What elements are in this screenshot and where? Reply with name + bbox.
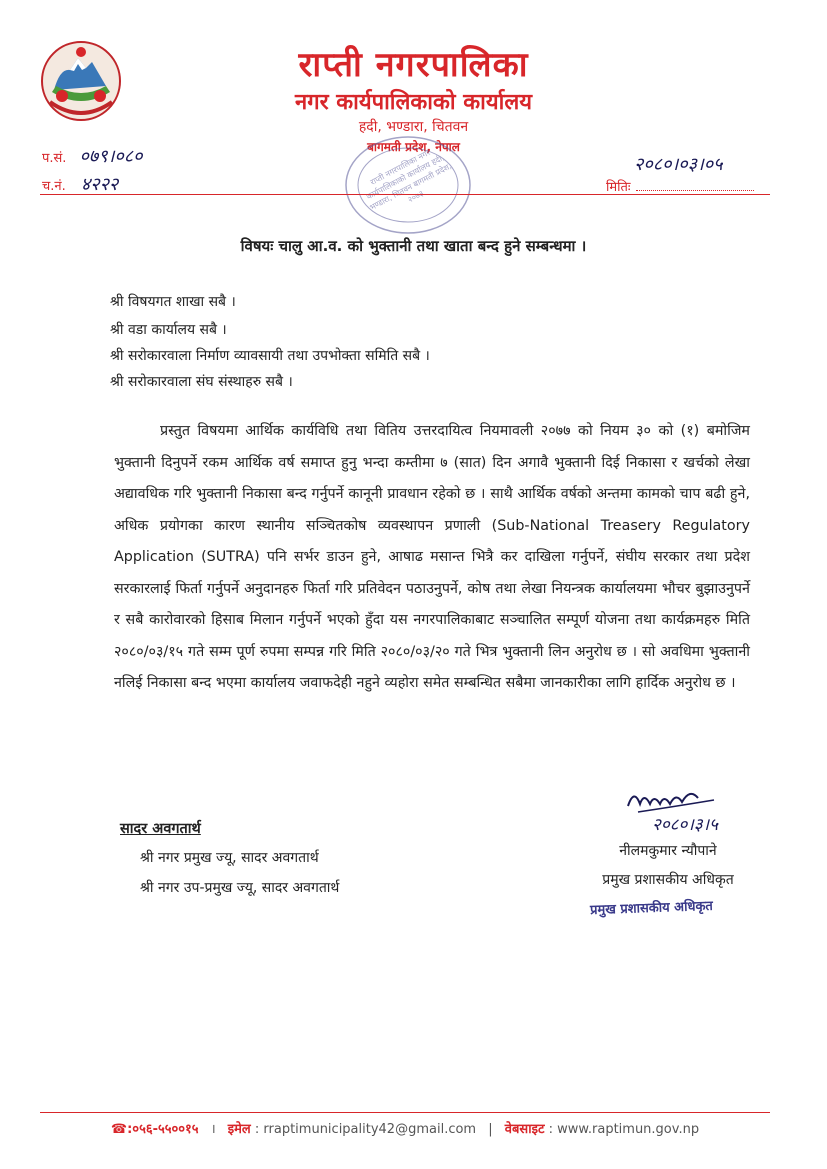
footer-website[interactable]: www.raptimun.gov.np	[557, 1122, 700, 1137]
footer-email-colon: :	[254, 1122, 264, 1137]
subject-line: विषयः चालु आ.व. को भुक्तानी तथा खाता बन्द हुने सम्बन्धमा ।	[240, 237, 587, 255]
recipient-1: श्री विषयगत शाखा सबै ।	[110, 294, 236, 310]
address-line-2: बागमती प्रदेश, नेपाल	[367, 140, 460, 154]
date-row	[606, 176, 771, 195]
phone-icon: ☎	[110, 1122, 128, 1137]
recipient-3: श्री सरोकारवाला निर्माण व्यावसायी तथा उपभोक्ता समिति सबै ।	[110, 348, 430, 364]
office-subtitle: नगर कार्यपालिकाको कार्यालय	[295, 90, 532, 115]
cc-item-2: श्री नगर उप-प्रमुख ज्यू, सादर अवगतार्थ	[140, 880, 340, 896]
cn-value: ४२२२	[80, 174, 119, 195]
cn-label: च.नं.	[42, 179, 66, 194]
cc-heading: सादर अवगतार्थ	[120, 821, 201, 837]
footer-divider	[40, 1112, 770, 1113]
website-label: वेबसाइट	[504, 1122, 545, 1137]
signer-title: प्रमुख प्रशासकीय अधिकृत	[602, 872, 734, 888]
footer-separator: |	[488, 1122, 493, 1137]
date-value: २०८०।०३।०५	[634, 154, 723, 175]
office-stamp	[338, 130, 478, 240]
footer-website-colon: :	[548, 1122, 558, 1137]
ps-label: प.सं.	[42, 151, 67, 166]
signature-date: २०८०।३।५	[652, 815, 718, 835]
cc-item-1: श्री नगर प्रमुख ज्यू, सादर अवगतार्थ	[140, 850, 319, 866]
footer-separator: ।	[210, 1122, 216, 1137]
ps-row	[42, 144, 143, 168]
signer-name: नीलमकुमार न्यौपाने	[619, 843, 717, 859]
letter-body	[114, 416, 750, 700]
stamp-text: राप्ती नगरपालिका नगर कार्यपालिकाको कार्यालय हदी, भण्डारा, चितवन बागमती प्रदेश, २०७३	[365, 147, 453, 213]
date-dots	[636, 190, 754, 191]
municipality-title: राप्ती नगरपालिका	[298, 45, 529, 85]
nepal-emblem-icon	[40, 40, 122, 122]
footer-email[interactable]: rraptimunicipality42@gmail.com	[263, 1122, 477, 1137]
email-label: इमेल	[227, 1122, 251, 1137]
date-label: मितिः	[606, 180, 631, 195]
body-paragraph: प्रस्तुत विषयमा आर्थिक कार्यविधि तथा वितिय उत्तरदायित्व नियमावली २०७७ को नियम ३० को (१) बमोजिम भुक्तानी दिनुपर्ने रकम आर्थिक वर्ष समाप्त हुनु भन्दा कम्तीमा ७ (सात) दिन अगावै भुक्तानी दिई निकासा र खर्चको लेखा अद्यावधिक गरि भुक्तानी निकासा बन्द गर्नुपर्ने कानूनी प्रावधान रहेको छ । साथै आर्थिक वर्षको अन्तमा कामको चाप बढी हुने, अधिक प्रयोगका कारण स्थानीय सञ्चितकोष व्यवस्थापन प्रणाली (Sub-National Treasery Regulatory Application (SUTRA) पनि सर्भर डाउन हुने, आषाढ मसान्त भित्रै कर दाखिला गर्नुपर्ने, संघीय सरकार तथा प्रदेश सरकारलाई फिर्ता गर्नुपर्ने अनुदानहरु फिर्ता गरि प्रतिवेदन पठाउनुपर्ने, कोष तथा लेखा नियन्त्रक कार्यालयमा भौचर बुझाउनुपर्ने र सबै कारोवारको हिसाब मिलान गर्नुपर्ने भएको हुँदा यस नगरपालिकाबाट सञ्चालित सम्पूर्ण योजना तथा कार्यक्रमहरु मिति २०८०/०३/१५ गते सम्म पूर्ण रुपमा सम्पन्न गरि मिति २०८०/०३/२० गते भित्र भुक्तानी लिन अनुरोध छ । सो अवधिमा भुक्तानी नलिई निकासा बन्द भएमा कार्यालय जवाफदेही नहुने व्यहोरा समेत सम्बन्धित सबैमा जानकारीका लागि हार्दिक अनुरोध छ ।	[114, 423, 750, 691]
recipient-4: श्री सरोकारवाला संघ संस्थाहरु सबै ।	[110, 374, 293, 390]
ps-value: ०७९।०८०	[79, 146, 143, 167]
header-divider	[40, 194, 770, 195]
signer-seal: प्रमुख प्रशासकीय अधिकृत	[589, 898, 714, 919]
address-line-1: हदी, भण्डारा, चितवन	[358, 119, 469, 135]
footer-phone: :०५६-५५००१५	[127, 1122, 199, 1137]
cn-row	[42, 172, 118, 196]
footer	[40, 1119, 770, 1137]
recipient-2: श्री वडा कार्यालय सबै ।	[110, 322, 227, 338]
